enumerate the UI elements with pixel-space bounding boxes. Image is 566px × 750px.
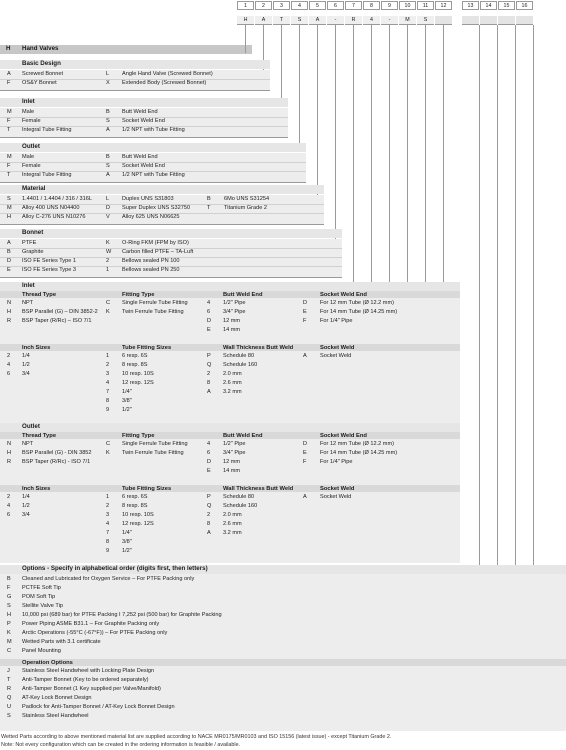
inlet-conn-label: 1/2 [22,362,30,368]
inlet-conn-col-head: Butt Weld End [223,292,263,298]
material-rule [0,224,324,225]
outlet-conn-label: BSP Taper (R/Rc) - ISO 7/1 [22,459,91,465]
outlet-conn-code: 2 [106,503,110,509]
inlet-conn-code: 8 [106,398,110,404]
option-code: B [7,576,11,582]
bonnet-header: Bonnet [0,229,342,238]
inlet-conn-label: For 14 mm Tube (Ø 14.25 mm) [320,309,398,315]
inlet-conn-label: 8 resp. 8S [122,362,148,368]
inlet-conn-label: 12 resp. 12S [122,380,154,386]
digit-code-13 [462,16,479,25]
digit-code-4: S [291,16,308,25]
outlet-conn-label: 3/8" [122,539,132,545]
inlet-conn-label: 1/2" Pipe [223,300,246,306]
inlet-type-label: 1/2 NPT with Tube Fitting [122,127,185,133]
digit-position-9: 9 [381,1,398,10]
inlet-conn-label: For 12 mm Tube (Ø 12.2 mm) [320,300,394,306]
material-code: V [106,214,110,220]
material-label: Super Duplex UNS S32750 [122,205,191,211]
option-label: Wetted Parts with 3.1 certificate [22,639,101,645]
outlet-type-rule [0,182,306,183]
bonnet-code: D [7,258,12,264]
digit-code-14 [480,16,497,25]
inlet-conn-label: 10 resp. 10S [122,371,154,377]
outlet-conn-col-head: Fitting Type [122,433,155,439]
operation-option-code: Q [7,695,12,701]
inlet-type-rule [0,137,288,138]
inlet-conn-code: D [303,300,308,306]
bonnet-code: W [106,249,112,255]
inlet-conn-code: 4 [7,362,11,368]
outlet-conn-code: 6 [7,512,11,518]
basic-design-label: Angle Hand Valve (Screwed Bonnet) [122,71,213,77]
inlet-conn-label: Schedule 160 [223,362,258,368]
option-label: POM Soft Tip [22,594,56,600]
operation-option-label: Anti-Tamper Bonnet (1 Key supplied per Valve/Manifold) [22,686,161,692]
inlet-conn-label: 1/4" [122,389,132,395]
basic-design-label: OS&Y Bonnet [22,80,57,86]
section-title: Hand Valves [22,45,59,52]
digit-code-8: 4 [363,16,380,25]
digit-position-5: 5 [309,1,326,10]
inlet-conn-col-head: Socket Weld [320,345,355,351]
outlet-conn-code: 2 [7,494,11,500]
option-label: Cleaned and Lubricated for Oxygen Service – For PTFE Packing only [22,576,195,582]
outlet-type-label: Butt Weld End [122,154,158,160]
outlet-conn-code: K [106,450,110,456]
option-label: Arctic Operations (-55°C (-67°F)) – For PTFE Packing only [22,630,168,636]
footer-feasibility-note: Note: Not every configuration which can be created in the ordering information is feasible / available. [1,742,241,748]
operation-option-code: R [7,686,12,692]
option-code: K [7,630,11,636]
operation-option-label: AT-Key Lock Bonnet Design [22,695,92,701]
connector-line [335,25,336,240]
bonnet-code: B [7,249,11,255]
bonnet-code: E [7,267,11,273]
connector-line [299,25,300,150]
inlet-conn-code: F [303,318,307,324]
digit-position-6: 6 [327,1,344,10]
outlet-conn-label: For 12 mm Tube (Ø 12.2 mm) [320,441,394,447]
outlet-conn-code: 4 [7,503,11,509]
inlet-type-label: Male [22,109,35,115]
outlet-type-header: Outlet [0,143,306,152]
inlet-conn-code: 2 [7,353,11,359]
option-label: 10,000 psi (689 bar) for PTFE Packing I 7,252 psi (500 bar) for Graphite Packing [22,612,222,618]
inlet-conn-code: 2 [106,362,110,368]
outlet-type-code: B [106,154,110,160]
basic-design-label: Extended Body (Screwed Bonnet) [122,80,207,86]
operation-option-label: Stainless Steel Handwheel [22,713,89,719]
inlet-conn-label: Twin Ferrule Tube Fitting [122,309,184,315]
outlet-conn-code: 8 [207,521,211,527]
connector-line [479,25,480,572]
inlet-conn-label: Schedule 80 [223,353,255,359]
material-label: Alloy 400 UNS N04400 [22,205,80,211]
material-code: T [207,205,211,211]
material-code: L [106,196,110,202]
connector-line [281,25,282,105]
connector-line [245,25,246,53]
outlet-conn-label: Schedule 160 [223,503,258,509]
digit-code-5: A [309,16,326,25]
inlet-conn-col-head: Tube Fitting Sizes [122,345,172,351]
outlet-conn-code: 6 [207,450,211,456]
outlet-conn-code: R [7,459,12,465]
outlet-type-label: Socket Weld End [122,163,165,169]
connector-line [389,25,390,290]
operation-option-label: Padlock for Anti-Tamper Bonnet / AT-Key Lock Bonnet Design [22,704,175,710]
outlet-conn-code: C [106,441,111,447]
outlet-conn-code: D [303,441,308,447]
digit-code-10: M [399,16,416,25]
option-label: Power Piping ASME B31.1 – For Graphite Packing only [22,621,160,627]
outlet-conn-label: 6 resp. 6S [122,494,148,500]
connector-line [497,25,498,572]
outlet-conn-col-head: Wall Thickness Butt Weld [223,486,294,492]
outlet-conn-label: 3/4 [22,512,30,518]
material-code: S [7,196,11,202]
operation-option-label: Stainless Steel Handwheel with Locking Plate Design [22,668,155,674]
inlet-conn-code: Q [207,362,212,368]
inlet-conn-code: N [7,300,12,306]
digit-code-7: R [345,16,362,25]
bonnet-label: O-Ring FKM (FPM by ISO) [122,240,189,246]
inlet-conn-label: 3/4 [22,371,30,377]
inlet-type-label: Integral Tube Fitting [22,127,72,133]
bonnet-label: Bellows sealed PN 100 [122,258,180,264]
outlet-type-code: T [7,172,11,178]
inlet-conn-code: D [207,318,212,324]
outlet-conn-code: 4 [106,521,110,527]
outlet-type-label: 1/2 NPT with Tube Fitting [122,172,185,178]
option-code: F [7,585,11,591]
inlet-conn-col-head: Thread Type [22,292,57,298]
material-label: Alloy 625 UNS N06625 [122,214,180,220]
inlet-conn-code: P [207,353,211,359]
inlet-conn-code: E [303,309,307,315]
option-code: H [7,612,12,618]
inlet-conn-col-head: Fitting Type [122,292,155,298]
inlet-conn-label: 2.6 mm [223,380,242,386]
inlet-conn-code: A [303,353,307,359]
outlet-conn-label: 1/4 [22,494,30,500]
material-code: D [106,205,111,211]
connector-line [533,25,534,572]
operation-option-code: J [7,668,10,674]
inlet-conn-code: A [207,389,211,395]
outlet-conn-label: 12 resp. 12S [122,521,154,527]
inlet-conn-label: 3/8" [122,398,132,404]
operation-option-code: T [7,677,11,683]
outlet-conn-code: N [7,441,12,447]
bonnet-code: 2 [106,258,110,264]
inlet-conn-header: Inlet [0,282,460,291]
basic-design-code: A [7,71,11,77]
section-hand-valves [0,45,252,54]
material-code: M [7,205,12,211]
inlet-conn-code: 6 [207,309,211,315]
inlet-conn-label: 3/4" Pipe [223,309,246,315]
digit-code-3: T [273,16,290,25]
outlet-conn-col-head: Thread Type [22,433,57,439]
material-label: 1.4401 / 1.4404 / 316 / 316L [22,196,92,202]
basic-design-code: F [7,80,11,86]
connector-line [317,25,318,195]
bonnet-code: K [106,240,110,246]
outlet-conn-label: 1/4" [122,530,132,536]
outlet-conn-label: Schedule 80 [223,494,255,500]
outlet-conn-col-head: Butt Weld End [223,433,263,439]
inlet-type-code: M [7,109,12,115]
inlet-conn-label: 1/4 [22,353,30,359]
connector-line [515,25,516,572]
bonnet-rule [0,277,342,278]
connector-line [353,25,354,285]
options-header: Options - Specify in alphabetical order (digits first, then letters) [0,565,566,574]
outlet-conn-code: 7 [106,530,110,536]
inlet-type-label: Socket Weld End [122,118,165,124]
inlet-conn-col-head: Inch Sizes [22,345,51,351]
bonnet-label: PTFE [22,240,37,246]
outlet-type-code: M [7,154,12,160]
bonnet-label: Bellows sealed PN 250 [122,267,180,273]
outlet-conn-col-head: Tube Fitting Sizes [122,486,172,492]
outlet-conn-code: D [207,459,212,465]
outlet-conn-label: 3/4" Pipe [223,450,246,456]
inlet-conn-label: For 1/4" Pipe [320,318,353,324]
outlet-conn-label: 1/2" Pipe [223,441,246,447]
digit-code-12 [435,16,452,25]
option-label: Panel Mounting [22,648,61,654]
inlet-conn-col-head: Socket Weld End [320,292,367,298]
outlet-conn-code: 1 [106,494,110,500]
operation-option-label: Anti-Tamper Bonnet (Key to be ordered separately) [22,677,149,683]
inlet-conn-code: 2 [207,371,211,377]
option-label: Stellite Valve Tip [22,603,63,609]
inlet-conn-col-head: Wall Thickness Butt Weld [223,345,294,351]
inlet-conn-label: 14 mm [223,327,241,333]
bonnet-label: Graphite [22,249,44,255]
inlet-conn-label: 2.0 mm [223,371,242,377]
inlet-conn-label: 3.2 mm [223,389,242,395]
inlet-type-code: B [106,109,110,115]
digit-code-1: H [237,16,254,25]
inlet-conn-code: 4 [106,380,110,386]
outlet-conn-col-head: Socket Weld End [320,433,367,439]
inlet-conn-label: 6 resp. 6S [122,353,148,359]
inlet-conn-label: Socket Weld [320,353,352,359]
inlet-conn-code: 1 [106,353,110,359]
operation-option-code: U [7,704,12,710]
outlet-conn-label: 10 resp. 10S [122,512,154,518]
digit-code-15 [498,16,515,25]
digit-position-11: 11 [417,1,434,10]
digit-position-12: 12 [435,1,452,10]
digit-position-4: 4 [291,1,308,10]
option-label: PCTFE Soft Tip [22,585,61,591]
outlet-conn-label: Twin Ferrule Tube Fitting [122,450,184,456]
material-label: Duplex UNS S31803 [122,196,174,202]
material-label: Alloy C-276 UNS N10276 [22,214,86,220]
basic-design-rule [0,90,270,91]
outlet-type-label: Male [22,154,35,160]
outlet-conn-col-head: Inch Sizes [22,486,51,492]
outlet-conn-label: 1/2 [22,503,30,509]
digit-code-11: S [417,16,434,25]
section-code: H [6,45,11,52]
basic-design-header: Basic Design [0,60,270,69]
outlet-conn-label: Single Ferrule Tube Fitting [122,441,188,447]
outlet-conn-code: A [207,530,211,536]
inlet-type-code: T [7,127,11,133]
inlet-type-label: Butt Weld End [122,109,158,115]
outlet-conn-label: Socket Weld [320,494,352,500]
inlet-type-label: Female [22,118,41,124]
option-code: C [7,648,12,654]
digit-position-1: 1 [237,1,254,10]
digit-position-7: 7 [345,1,362,10]
inlet-conn-label: Single Ferrule Tube Fitting [122,300,188,306]
inlet-conn-label: BSP Parallel (G) – DIN 3852-2 [22,309,98,315]
material-code: B [207,196,211,202]
outlet-conn-code: 8 [106,539,110,545]
outlet-conn-code: 3 [106,512,110,518]
digit-code-9: - [381,16,398,25]
outlet-conn-code: 2 [207,512,211,518]
operation-options-title: Operation Options [22,660,73,666]
outlet-conn-code: F [303,459,307,465]
outlet-conn-code: E [207,468,211,474]
inlet-conn-code: R [7,318,12,324]
outlet-conn-label: For 1/4" Pipe [320,459,353,465]
digit-position-14: 14 [480,1,497,10]
outlet-conn-label: 3.2 mm [223,530,242,536]
basic-design-label: Screwed Bonnet [22,71,64,77]
outlet-type-code: A [106,172,110,178]
digit-position-16: 16 [516,1,533,10]
digit-code-2: A [255,16,272,25]
outlet-conn-label: 2.0 mm [223,512,242,518]
material-label: 6Mo UNS S31254 [224,196,270,202]
outlet-conn-code: 9 [106,548,110,554]
inlet-conn-code: C [106,300,111,306]
inlet-conn-label: 12 mm [223,318,241,324]
digit-position-10: 10 [399,1,416,10]
outlet-conn-label: 8 resp. 8S [122,503,148,509]
digit-code-16 [516,16,533,25]
digit-position-15: 15 [498,1,515,10]
digit-position-2: 2 [255,1,272,10]
operation-options-subhead-bg [0,659,566,666]
inlet-conn-label: 1/2" [122,407,132,413]
inlet-conn-code: 6 [7,371,11,377]
outlet-conn-code: 4 [207,441,211,447]
outlet-conn-label: 14 mm [223,468,241,474]
option-code: G [7,594,12,600]
inlet-conn-code: E [207,327,211,333]
inlet-conn-label: BSP Taper (R/Rc) – ISO 7/1 [22,318,92,324]
outlet-conn-label: For 14 mm Tube (Ø 14.25 mm) [320,450,398,456]
outlet-conn-code: E [303,450,307,456]
digit-position-13: 13 [462,1,479,10]
basic-design-code: X [106,80,110,86]
inlet-conn-code: K [106,309,110,315]
option-code: P [7,621,11,627]
inlet-conn-code: 7 [106,389,110,395]
connector-line [371,25,372,290]
material-code: H [7,214,12,220]
option-code: M [7,639,12,645]
inlet-type-code: A [106,127,110,133]
material-label: Titanium Grade 2 [224,205,268,211]
inlet-conn-code: 8 [207,380,211,386]
inlet-type-code: S [106,118,110,124]
inlet-conn-code: 4 [207,300,211,306]
outlet-type-label: Integral Tube Fitting [22,172,72,178]
outlet-conn-label: 1/2" [122,548,132,554]
digit-position-8: 8 [363,1,380,10]
inlet-conn-code: 9 [106,407,110,413]
outlet-conn-label: 2.6 mm [223,521,242,527]
outlet-conn-header: Outlet [0,423,460,432]
outlet-conn-label: BSP Parallel (G) - DIN 3852 [22,450,92,456]
outlet-type-code: F [7,163,11,169]
outlet-type-label: Female [22,163,41,169]
outlet-conn-label: NPT [22,441,34,447]
bonnet-label: Carbon filled PTFE – TA-Luft [122,249,194,255]
option-code: S [7,603,11,609]
outlet-type-code: S [106,163,110,169]
bonnet-label: ISO FE Series Type 1 [22,258,76,264]
footer-nace-note: Wetted Parts according to above mentioned material list are supplied according to NACE MR0175/MR0103 and ISO 15156 (latest issue) - except Titanium Grade 2. [1,734,392,740]
basic-design-code: L [106,71,110,77]
inlet-type-code: F [7,118,11,124]
inlet-conn-code: H [7,309,12,315]
outlet-conn-col-head: Socket Weld [320,486,355,492]
outlet-conn-code: A [303,494,307,500]
inlet-conn-code: 3 [106,371,110,377]
outlet-conn-code: P [207,494,211,500]
outlet-conn-code: Q [207,503,212,509]
bonnet-code: 1 [106,267,110,273]
inlet-conn-label: NPT [22,300,34,306]
bonnet-code: A [7,240,11,246]
digit-position-3: 3 [273,1,290,10]
material-header: Material [0,185,324,194]
bonnet-label: ISO FE Series Type 3 [22,267,76,273]
outlet-conn-label: 12 mm [223,459,241,465]
inlet-type-header: Inlet [0,98,288,107]
digit-code-6: - [327,16,344,25]
operation-option-code: S [7,713,11,719]
outlet-conn-code: H [7,450,12,456]
